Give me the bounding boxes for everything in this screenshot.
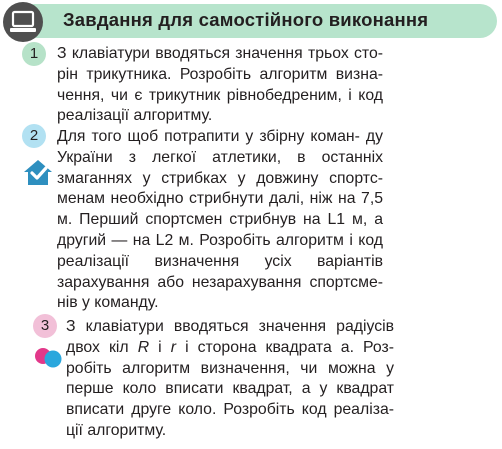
computer-icon xyxy=(3,2,43,42)
task-number-badge: 2 xyxy=(22,124,46,148)
task-number-badge: 1 xyxy=(22,42,46,66)
section-header xyxy=(3,2,499,42)
section-title: Завдання для самостійного виконання xyxy=(63,9,429,30)
task-text: З клавіатури вводяться значення радіусів двох кіл R і r і сторона квадрата a. Роз- робіть алгоритм визначення, чи можна у перше коло вписати квадрат, а у квадрат вписати друге коло. Розробіть код реаліза- ції алгоритму. xyxy=(66,318,394,439)
home-check-icon xyxy=(21,157,55,192)
task-line: двох кіл R і r і сторона квадрата a. Роз- xyxy=(66,338,394,356)
task-text: З клавіатури вводяться значення трьох сто- рін трикутника. Розробіть алгоритм визна- чення, чи є трикутник рівнобедреним, і код реалізації алгоритму. xyxy=(57,45,383,125)
pair-work-icon xyxy=(34,345,64,374)
task-text: Для того щоб потрапити у збірну коман- ду України з легкої атлетики, в останніх змаганнях у стрибках у довжину спортс- менам необхідно стрибнути далі, ніж на 7,5 м. Перший спортсмен стрибнув на L1 м, а другий — на L2 м. Розробіть алгоритм і код реалізації визначення усіх варіантів зарахування або незарахування спортсме- нів у команду. xyxy=(57,128,384,312)
task-number-badge: 3 xyxy=(33,314,57,338)
